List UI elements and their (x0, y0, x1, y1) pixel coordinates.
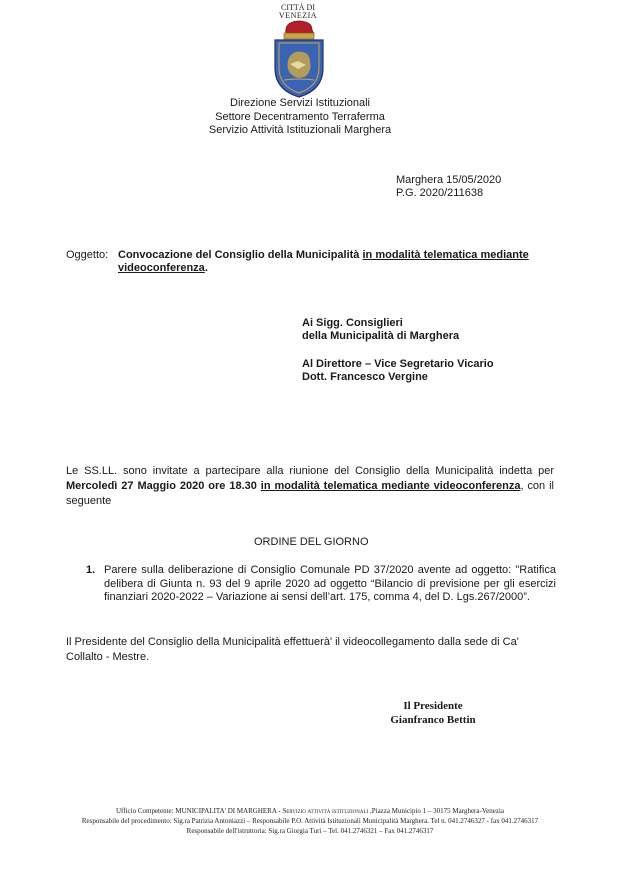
subject-end: . (204, 262, 208, 274)
city-wordmark-line2: VENEZIA (278, 11, 318, 20)
header-line-1: Direzione Servizi Istituzionali (230, 97, 370, 109)
invitation-paragraph (66, 464, 554, 509)
agenda-item-text: Parere sulla deliberazione di Consiglio Comunale PD 37/2020 avente ad oggetto: "Ratifica delibera di Giunta n. 93 del 9 aprile 2020 ad oggetto “Bilancio di previsione per gli esercizi finanziari 2020-2022 – Variazione ai sensi dell’art. 175, comma 4, del D. Lgs.267/2000”. (104, 564, 556, 603)
signature-name: Gianfranco Bettin (390, 714, 476, 726)
president-note: Il Presidente del Consiglio della Municipalità effettuerà' il videocollegamento dalla sede di Ca' Collalto - Mestre. (66, 636, 519, 663)
recipient-1-line-2: della Municipalità di Marghera (302, 330, 460, 342)
subject-bold: Convocazione del Consiglio della Municipalità (118, 249, 360, 261)
header-line-2: Settore Decentramento Terraferma (215, 110, 385, 123)
subject-label: Oggetto: (66, 249, 109, 261)
footer-office-suffix: ,Piazza Municipio 1 – 30175 Marghera-Venezia (368, 807, 504, 815)
subject-underlined: in modalità telematica mediante videoconferenza (118, 249, 529, 274)
footer-office-prefix: Ufficio Competente: MUNICIPALITA' DI MARGHERA - (116, 807, 283, 815)
city-wordmark (268, 4, 328, 20)
invitation-outro: , con il seguente (66, 480, 554, 507)
signature-title: Il Presidente (403, 700, 463, 712)
agenda-item-number: 1. (86, 564, 96, 576)
invitation-intro: Le SS.LL. sono invitate a partecipare alla riunione del Consiglio della Municipalità indetta per (66, 465, 554, 477)
signature-block (368, 699, 498, 727)
header-line-3: Servizio Attività Istituzionali Marghera (208, 124, 392, 136)
recipients (302, 317, 494, 384)
place-date: Marghera 15/05/2020 (396, 174, 502, 186)
subject-text (118, 249, 548, 275)
footer-office-service: Servizio attività istituzionali (282, 807, 369, 815)
footer-office (0, 806, 620, 816)
venezia-crest-icon (272, 20, 326, 98)
protocol-number: P.G. 2020/211638 (396, 187, 484, 199)
meeting-date-time: Mercoledì 27 Maggio 2020 ore 18.30 (66, 480, 257, 492)
recipient-1-line-1: Ai Sigg. Consiglieri (302, 317, 403, 329)
recipient-2-line-1: Al Direttore – Vice Segretario Vicario (302, 358, 494, 370)
date-block (396, 174, 501, 200)
footer-instruction-responsible: Responsabile dell'istruttoria: Sig.ra Giorgia Turi – Tel. 041.2746321 – Fax 041.2746317 (186, 827, 434, 835)
issuing-office-header (120, 97, 480, 138)
footer-procedure-responsible: Responsabile del procedimento: Sig.ra Patrizia Antoniazzi – Responsabile P.O. Attività Istituzionali Municipalità Marghera. Tel n. 041.2746327 - fax 041.2746317 (81, 817, 539, 825)
agenda-title: ORDINE DEL GIORNO (254, 536, 369, 548)
recipient-2-line-2: Dott. Francesco Vergine (302, 371, 428, 383)
subject-line (66, 249, 546, 274)
city-wordmark-line1: CITTÀ DI (281, 3, 315, 12)
meeting-mode: in modalità telematica mediante videoconferenza (260, 480, 521, 492)
footer (0, 806, 620, 836)
